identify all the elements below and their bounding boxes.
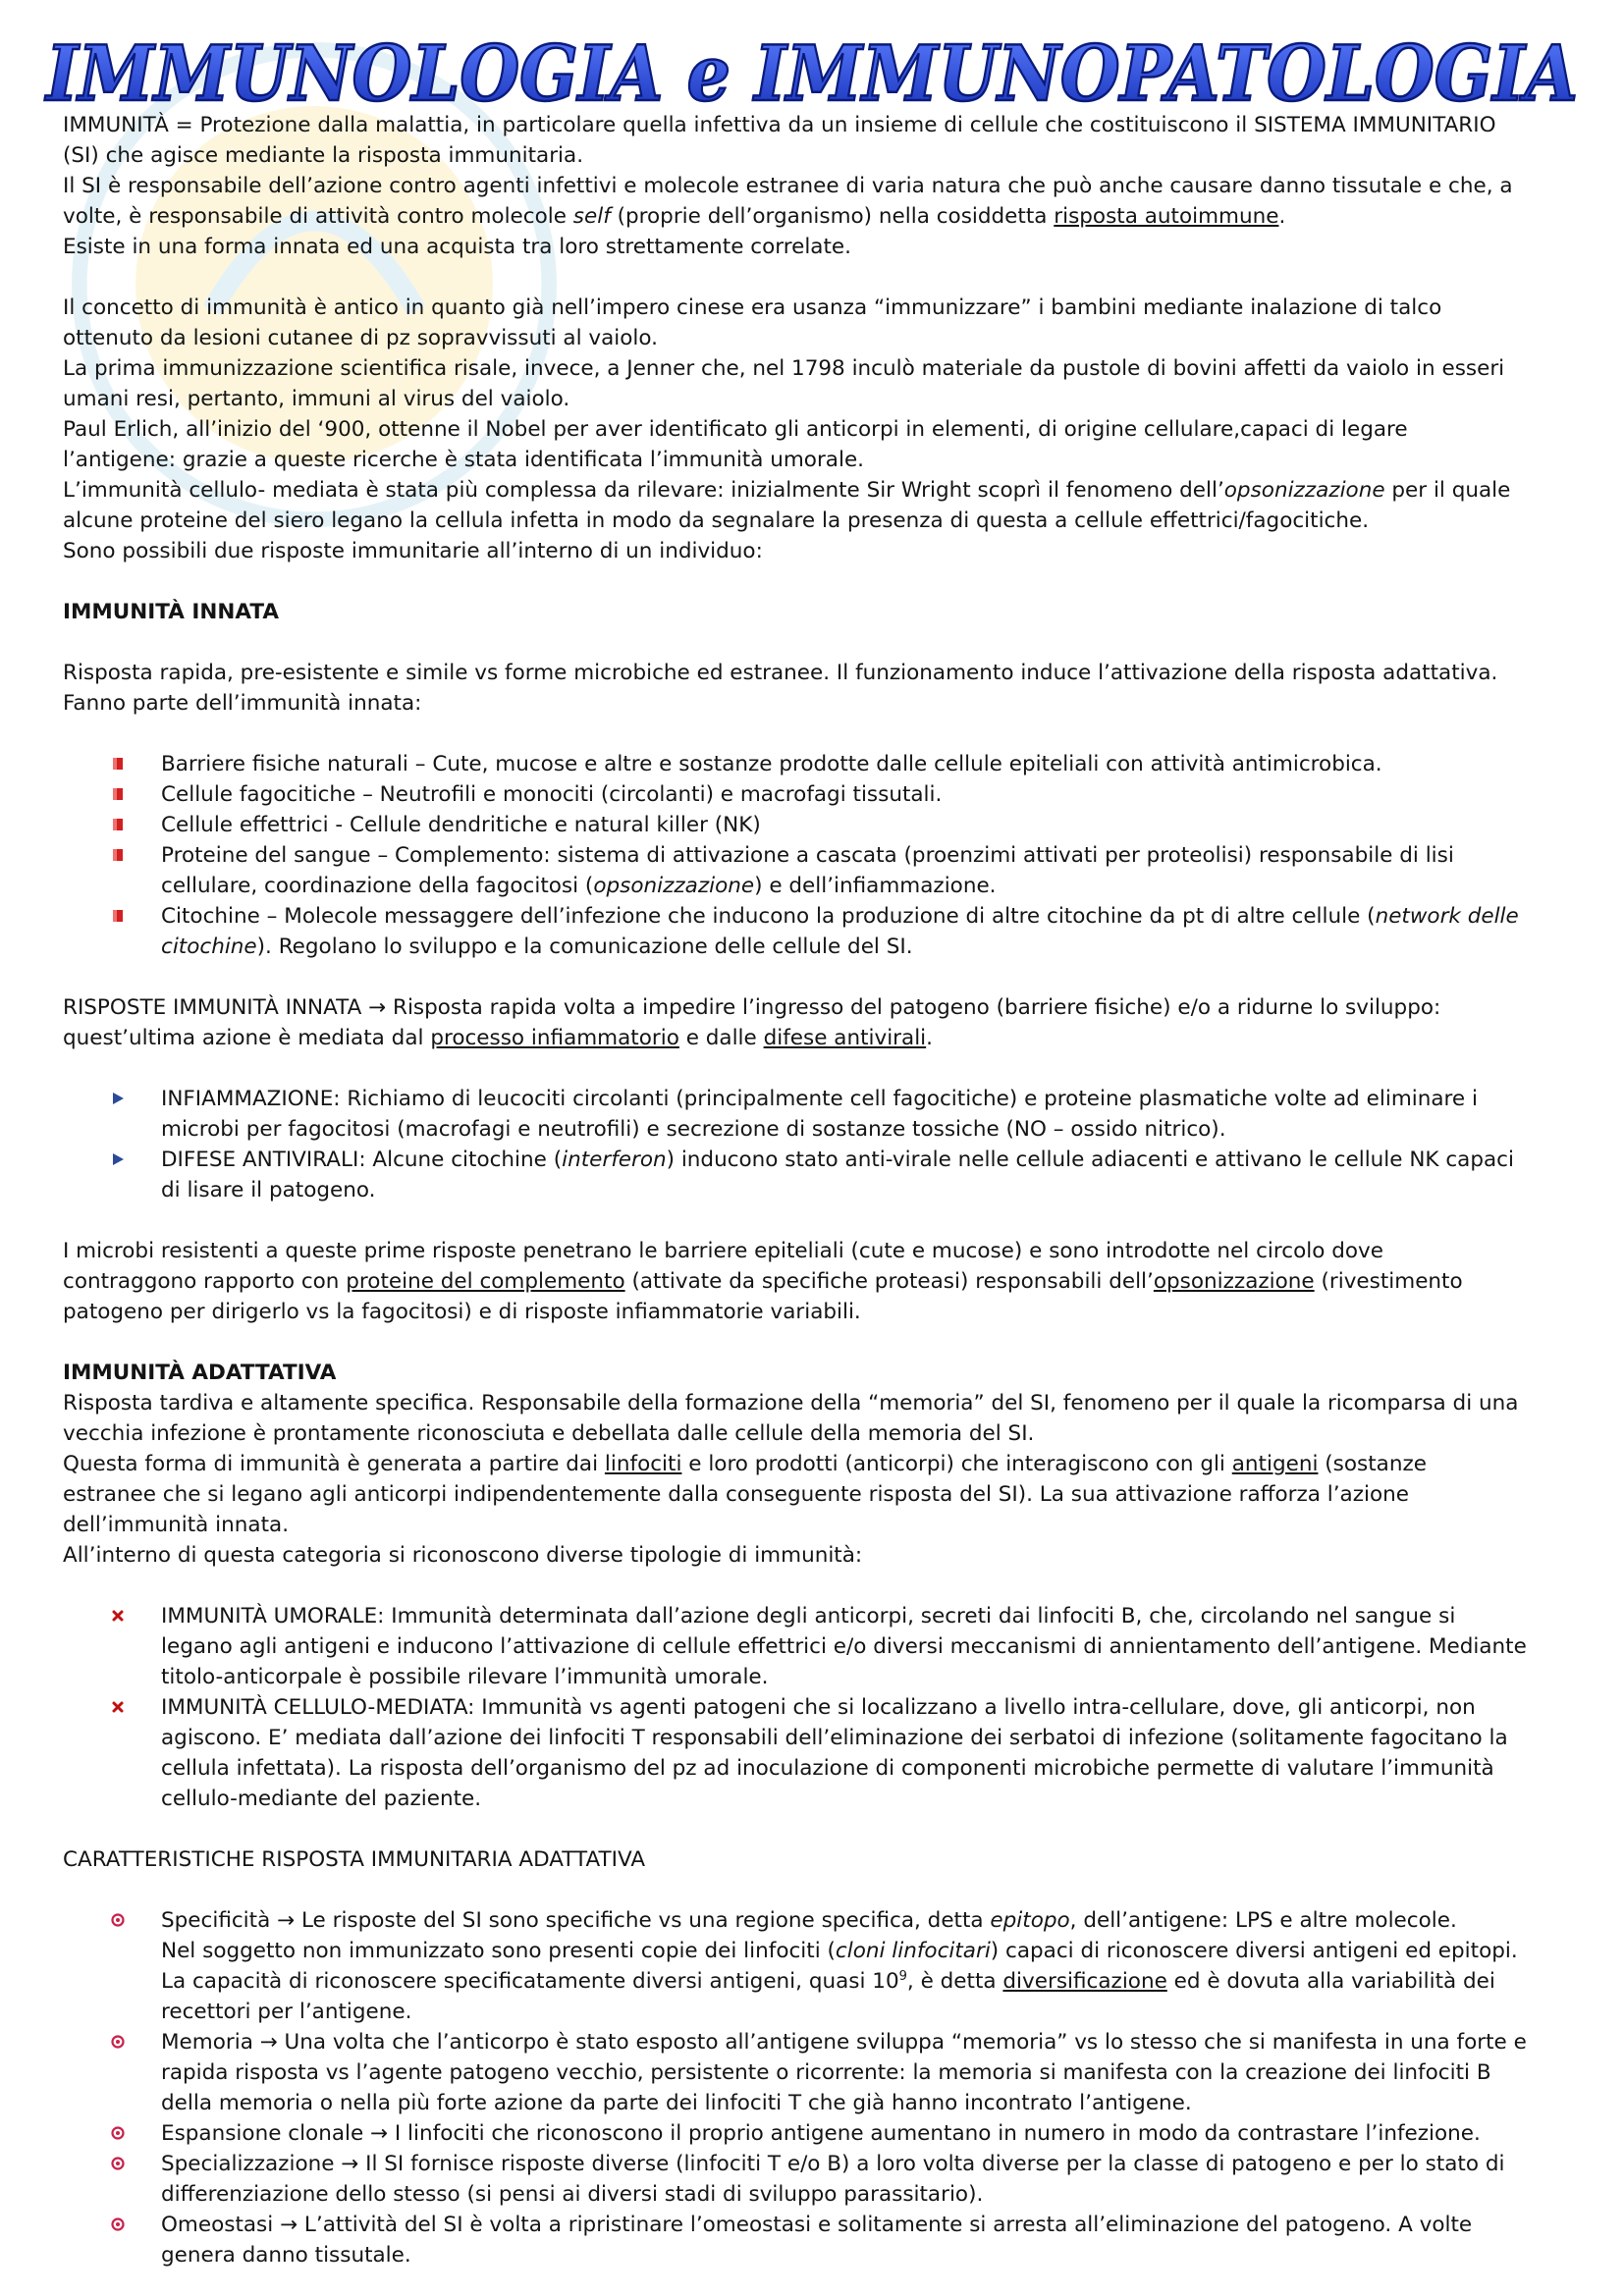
italic-term: interferon — [562, 1148, 667, 1172]
document-body — [63, 110, 1595, 2270]
text-line: contraggono rapporto con proteine del complemento (attivate da specifiche proteasi) responsabili dell’opsonizzazione (rivestimento — [63, 1269, 1463, 1294]
red-square-bullet-icon — [110, 908, 126, 924]
text-line: Sono possibili due risposte immunitarie all’interno di un individuo: — [63, 539, 763, 563]
list-item: Specificità → Le risposte del SI sono specifiche vs una regione specifica, detta epitopo, dell’antigene: LPS e altre molecole. Nel soggetto non immunizzato sono presenti copie dei linfociti (cloni linfocitari) capaci di riconoscere diversi antigeni ed epitopi. La capacità di riconoscere specificatamente diversi antigeni, quasi $10^9$, è detta diversificazione ed è dovuta alla variabilità dei recettori per l’antigene. — [161, 1905, 1595, 2027]
text-line: ottenuto da lesioni cutanee di pz sopravvissuti al vaiolo. — [63, 326, 659, 350]
underlined-term: risposta autoimmune — [1054, 204, 1279, 229]
list-item: Barriere fisiche naturali – Cute, mucose e altre e sostanze prodotte dalle cellule epiteliali con attività antimicrobica. — [161, 749, 1595, 779]
italic-term: opsonizzazione — [1223, 478, 1385, 503]
text-line: quest’ultima azione è mediata dal processo infiammatorio e dalle difese antivirali. — [63, 1026, 933, 1050]
red-square-bullet-icon — [110, 817, 126, 832]
text-line: (SI) che agisce mediante la risposta immunitaria. — [63, 143, 584, 168]
responses-list — [63, 1084, 1595, 1205]
red-square-bullet-icon — [110, 847, 126, 863]
text-line: I microbi resistenti a queste prime risposte penetrano le barriere epiteliali (cute e mucose) e sono introdotte nel circolo dove — [63, 1239, 1383, 1263]
section-heading: IMMUNITÀ INNATA — [63, 600, 279, 624]
list-item: Cellule effettrici - Cellule dendritiche e natural killer (NK) — [161, 810, 1595, 840]
underlined-term: processo infiammatorio — [430, 1026, 679, 1050]
text-line: Risposta tardiva e altamente specifica. Responsabile della formazione della “memoria” del SI, fenomeno per il quale la ricomparsa di una — [63, 1391, 1519, 1415]
underlined-term: difese antivirali — [763, 1026, 927, 1050]
text-line: Questa forma di immunità è generata a partire dai linfociti e loro prodotti (anticorpi) che interagiscono con gli antigeni (sostanze — [63, 1452, 1427, 1476]
cross-bullet-icon — [110, 1608, 126, 1624]
blue-triangle-bullet-icon — [110, 1151, 126, 1167]
italic-term: citochine — [161, 934, 257, 959]
italic-term: epitopo — [990, 1908, 1070, 1933]
underlined-term: proteine del complemento — [346, 1269, 625, 1294]
italic-term: opsonizzazione — [593, 874, 755, 898]
text-line: dell’immunità innata. — [63, 1513, 290, 1537]
text-line: estranee che si legano agli anticorpi indipendentemente dalla conseguente risposta del SI). La sua attivazione rafforza l’azione — [63, 1482, 1410, 1507]
features-section — [63, 1844, 1595, 2270]
features-list — [63, 1905, 1595, 2270]
text-line: Fanno parte dell’immunità innata: — [63, 691, 422, 716]
swirl-bullet-icon — [110, 1912, 126, 1928]
underlined-term: diversificazione — [1002, 1969, 1167, 1994]
innate-immunity-section — [63, 597, 1595, 962]
text-line: umani resi, pertanto, immuni al virus del vaiolo. — [63, 387, 570, 411]
text-line: Esiste in una forma innata ed una acquista tra loro strettamente correlate. — [63, 235, 851, 259]
list-item: Memoria → Una volta che l’anticorpo è stato esposto all’antigene sviluppa “memoria” vs lo stesso che si manifesta in una forte e rapida risposta vs l’agente patogeno vecchio, persistente o ricorrente: la memoria si manifesta con la creazione dei linfociti B della memoria o nella più forte azione da parte dei linfociti T che già hanno incontrato l’antigene. — [161, 2027, 1595, 2118]
text-line: Il SI è responsabile dell’azione contro agenti infettivi e molecole estranee di varia natura che può anche causare danno tissutale e che, a — [63, 174, 1513, 198]
italic-term: network delle — [1375, 904, 1519, 929]
underlined-term: linfociti — [604, 1452, 682, 1476]
adaptive-types-list — [63, 1601, 1595, 1814]
swirl-bullet-icon — [110, 2034, 126, 2050]
section-heading: CARATTERISTICHE RISPOSTA IMMUNITARIA ADATTATIVA — [63, 1847, 646, 1872]
blue-triangle-bullet-icon — [110, 1091, 126, 1106]
cross-bullet-icon — [110, 1699, 126, 1715]
text-line: Il concetto di immunità è antico in quanto già nell’impero cinese era usanza “immunizzare” i bambini mediante inalazione di talco — [63, 295, 1442, 320]
list-item: DIFESE ANTIVIRALI: Alcune citochine (interferon) inducono stato anti-virale nelle cellule adiacenti e attivano le cellule NK capaci di lisare il patogeno. — [161, 1145, 1595, 1205]
red-square-bullet-icon — [110, 786, 126, 802]
list-item: IMMUNITÀ CELLULO-MEDIATA: Immunità vs agenti patogeni che si localizzano a livello intra-cellulare, dove, gli anticorpi, non agiscono. E’ mediata dall’azione dei linfociti T responsabili dell’eliminazione dei serbatoi di infezione (solitamente fagocitano la cellula infettata). La risposta dell’organismo del pz ad inoculazione di componenti microbiche permette di valutare l’immunità cellulo-mediante del paziente. — [161, 1692, 1595, 1814]
italic-term: cloni linfocitari — [835, 1939, 991, 1963]
document-title — [0, 14, 1624, 122]
section-heading: IMMUNITÀ ADATTATIVA — [63, 1361, 337, 1385]
swirl-bullet-icon — [110, 2156, 126, 2171]
list-item: Cellule fagocitiche – Neutrofili e monociti (circolanti) e macrofagi tissutali. — [161, 779, 1595, 810]
list-item: INFIAMMAZIONE: Richiamo di leucociti circolanti (principalmente cell fagocitiche) e proteine plasmatiche volte ad eliminare i microbi per fagocitosi (macrofagi e neutrofili) e secrezione di sostanze tossiche (NO – ossido nitrico). — [161, 1084, 1595, 1145]
title-text: IMMUNOLOGIA e IMMUNOPATOLOGIA — [44, 29, 1578, 119]
text-line: La prima immunizzazione scientifica risale, invece, a Jenner che, nel 1798 inculò materiale da pustole di bovini affetti da vaiolo in esseri — [63, 356, 1505, 381]
list-item: Espansione clonale → I linfociti che riconoscono il proprio antigene aumentano in numero in modo da contrastare l’infezione. — [161, 2118, 1595, 2149]
list-item: Specializzazione → Il SI fornisce risposte diverse (linfociti T e/o B) a loro volta diverse per la classe di patogeno e per lo stato di differenziazione dello stesso (si pensi ai diversi stadi di sviluppo parassitario). — [161, 2149, 1595, 2210]
innate-components-list — [63, 749, 1595, 962]
list-item: Proteine del sangue – Complemento: sistema di attivazione a cascata (proenzimi attivati per proteolisi) responsabile di lisi cellulare, coordinazione della fagocitosi (opsonizzazione) e dell’infiammazione. — [161, 840, 1595, 901]
text-line: l’antigene: grazie a queste ricerche è stata identificata l’immunità umorale. — [63, 448, 865, 472]
list-item: Omeostasi → L’attività del SI è volta a ripristinare l’omeostasi e solitamente si arresta all’eliminazione del patogeno. A volte genera danno tissutale. — [161, 2210, 1595, 2270]
intro-section — [63, 110, 1595, 262]
text-line: Risposta rapida, pre-esistente e simile vs forme microbiche ed estranee. Il funzionamento induce l’attivazione della risposta adattativa. — [63, 661, 1498, 685]
text-line: RISPOSTE IMMUNITÀ INNATA → Risposta rapida volta a impedire l’ingresso del patogeno (barriere fisiche) e/o a ridurne lo sviluppo: — [63, 995, 1441, 1020]
list-item: IMMUNITÀ UMORALE: Immunità determinata dall’azione degli anticorpi, secreti dai linfociti B, che, circolando nel sangue si legano agli antigeni e inducono l’attivazione di cellule effettrici e/o diversi meccanismi di annientamento dell’antigene. Mediante titolo-anticorpale è possibile rilevare l’immunità umorale. — [161, 1601, 1595, 1692]
italic-term: self — [572, 204, 611, 229]
history-section — [63, 293, 1595, 566]
text-line: volte, è responsabile di attività contro molecole self (proprie dell’organismo) nella cosiddetta risposta autoimmune. — [63, 204, 1286, 229]
underlined-term: opsonizzazione — [1153, 1269, 1315, 1294]
text-line: patogeno per dirigerlo vs la fagocitosi) e di risposte infiammatorie variabili. — [63, 1300, 861, 1324]
swirl-bullet-icon — [110, 2216, 126, 2232]
red-square-bullet-icon — [110, 756, 126, 772]
adaptive-immunity-section — [63, 1358, 1595, 1814]
text-line: IMMUNITÀ = Protezione dalla malattia, in particolare quella infettiva da un insieme di cellule che costituiscono il SISTEMA IMMUNITARIO — [63, 113, 1496, 137]
innate-responses-section — [63, 992, 1595, 1327]
underlined-term: antigeni — [1231, 1452, 1319, 1476]
list-item: Citochine – Molecole messaggere dell’infezione che inducono la produzione di altre citochine da pt di altre cellule (network delle citochine). Regolano lo sviluppo e la comunicazione delle cellule del SI. — [161, 901, 1595, 962]
text-line: L’immunità cellulo- mediata è stata più complessa da rilevare: inizialmente Sir Wright scoprì il fenomeno dell’opsonizzazione per il quale — [63, 478, 1511, 503]
text-line: Paul Erlich, all’inizio del ‘900, ottenne il Nobel per aver identificato gli anticorpi in elementi, di origine cellulare,capaci di legare — [63, 417, 1408, 442]
text-line: All’interno di questa categoria si riconoscono diverse tipologie di immunità: — [63, 1543, 863, 1568]
swirl-bullet-icon — [110, 2125, 126, 2141]
text-line: vecchia infezione è prontamente riconosciuta e debellata dalle cellule della memoria del SI. — [63, 1421, 1035, 1446]
text-line: alcune proteine del siero legano la cellula infetta in modo da segnalare la presenza di questa a cellule effettrici/fagocitiche. — [63, 508, 1370, 533]
